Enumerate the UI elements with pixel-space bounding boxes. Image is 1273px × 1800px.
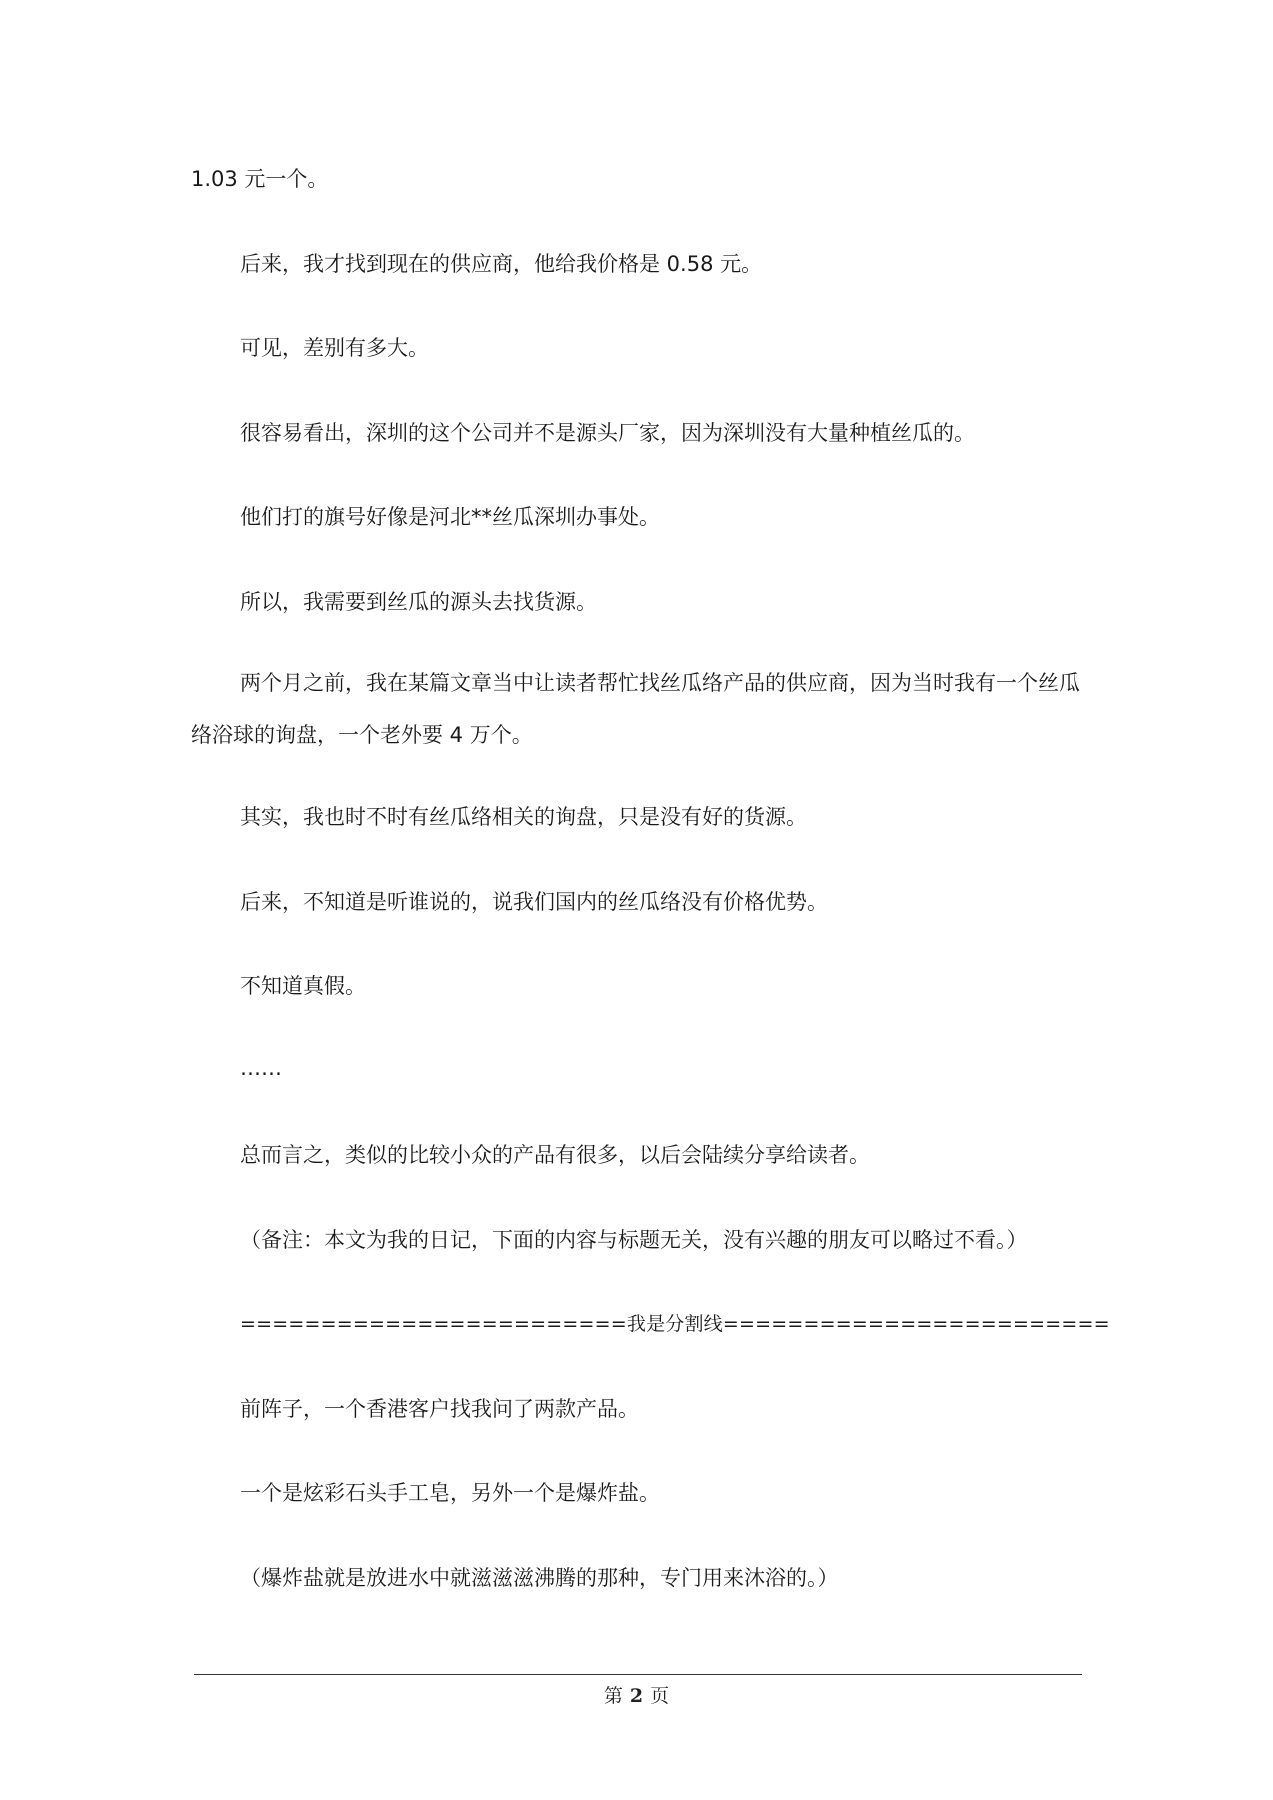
page-prefix: 第	[603, 1685, 623, 1707]
paragraph: 可见，差别有多大。	[240, 336, 429, 360]
page-number-footer	[0, 1681, 1273, 1708]
paragraph: 1.03 元一个。	[191, 167, 329, 191]
footer-rule	[194, 1674, 1082, 1675]
paragraph: 一个是炫彩石头手工皂，另外一个是爆炸盐。	[240, 1481, 660, 1505]
page-number: 2	[629, 1685, 644, 1707]
page-suffix: 页	[650, 1685, 670, 1707]
paragraph: 后来，不知道是听谁说的，说我们国内的丝瓜络没有价格优势。	[240, 890, 828, 914]
divider-text: ========================我是分割线========================	[240, 1313, 1110, 1335]
paragraph: 总而言之，类似的比较小众的产品有很多，以后会陆续分享给读者。	[240, 1143, 870, 1167]
paragraph: 其实，我也时不时有丝瓜络相关的询盘，只是没有好的货源。	[240, 805, 807, 829]
paragraph: （爆炸盐就是放进水中就滋滋滋沸腾的那种，专门用来沐浴的。）	[240, 1566, 839, 1590]
paragraph: 所以，我需要到丝瓜的源头去找货源。	[240, 590, 597, 614]
paragraph: 前阵子，一个香港客户找我问了两款产品。	[240, 1397, 639, 1421]
paragraph: 后来，我才找到现在的供应商，他给我价格是 0.58 元。	[240, 252, 763, 276]
paragraph: 不知道真假。	[240, 974, 366, 998]
paragraph: （备注：本文为我的日记，下面的内容与标题无关，没有兴趣的朋友可以略过不看。）	[240, 1228, 1028, 1252]
paragraph: ……	[240, 1056, 282, 1080]
paragraph: 很容易看出，深圳的这个公司并不是源头厂家，因为深圳没有大量种植丝瓜的。	[240, 421, 975, 445]
paragraph: 他们打的旗号好像是河北**丝瓜深圳办事处。	[240, 505, 660, 529]
paragraph: 两个月之前，我在某篇文章当中让读者帮忙找丝瓜络产品的供应商，因为当时我有一个丝瓜络浴球的询盘，一个老外要 4 万个。	[191, 671, 1080, 747]
